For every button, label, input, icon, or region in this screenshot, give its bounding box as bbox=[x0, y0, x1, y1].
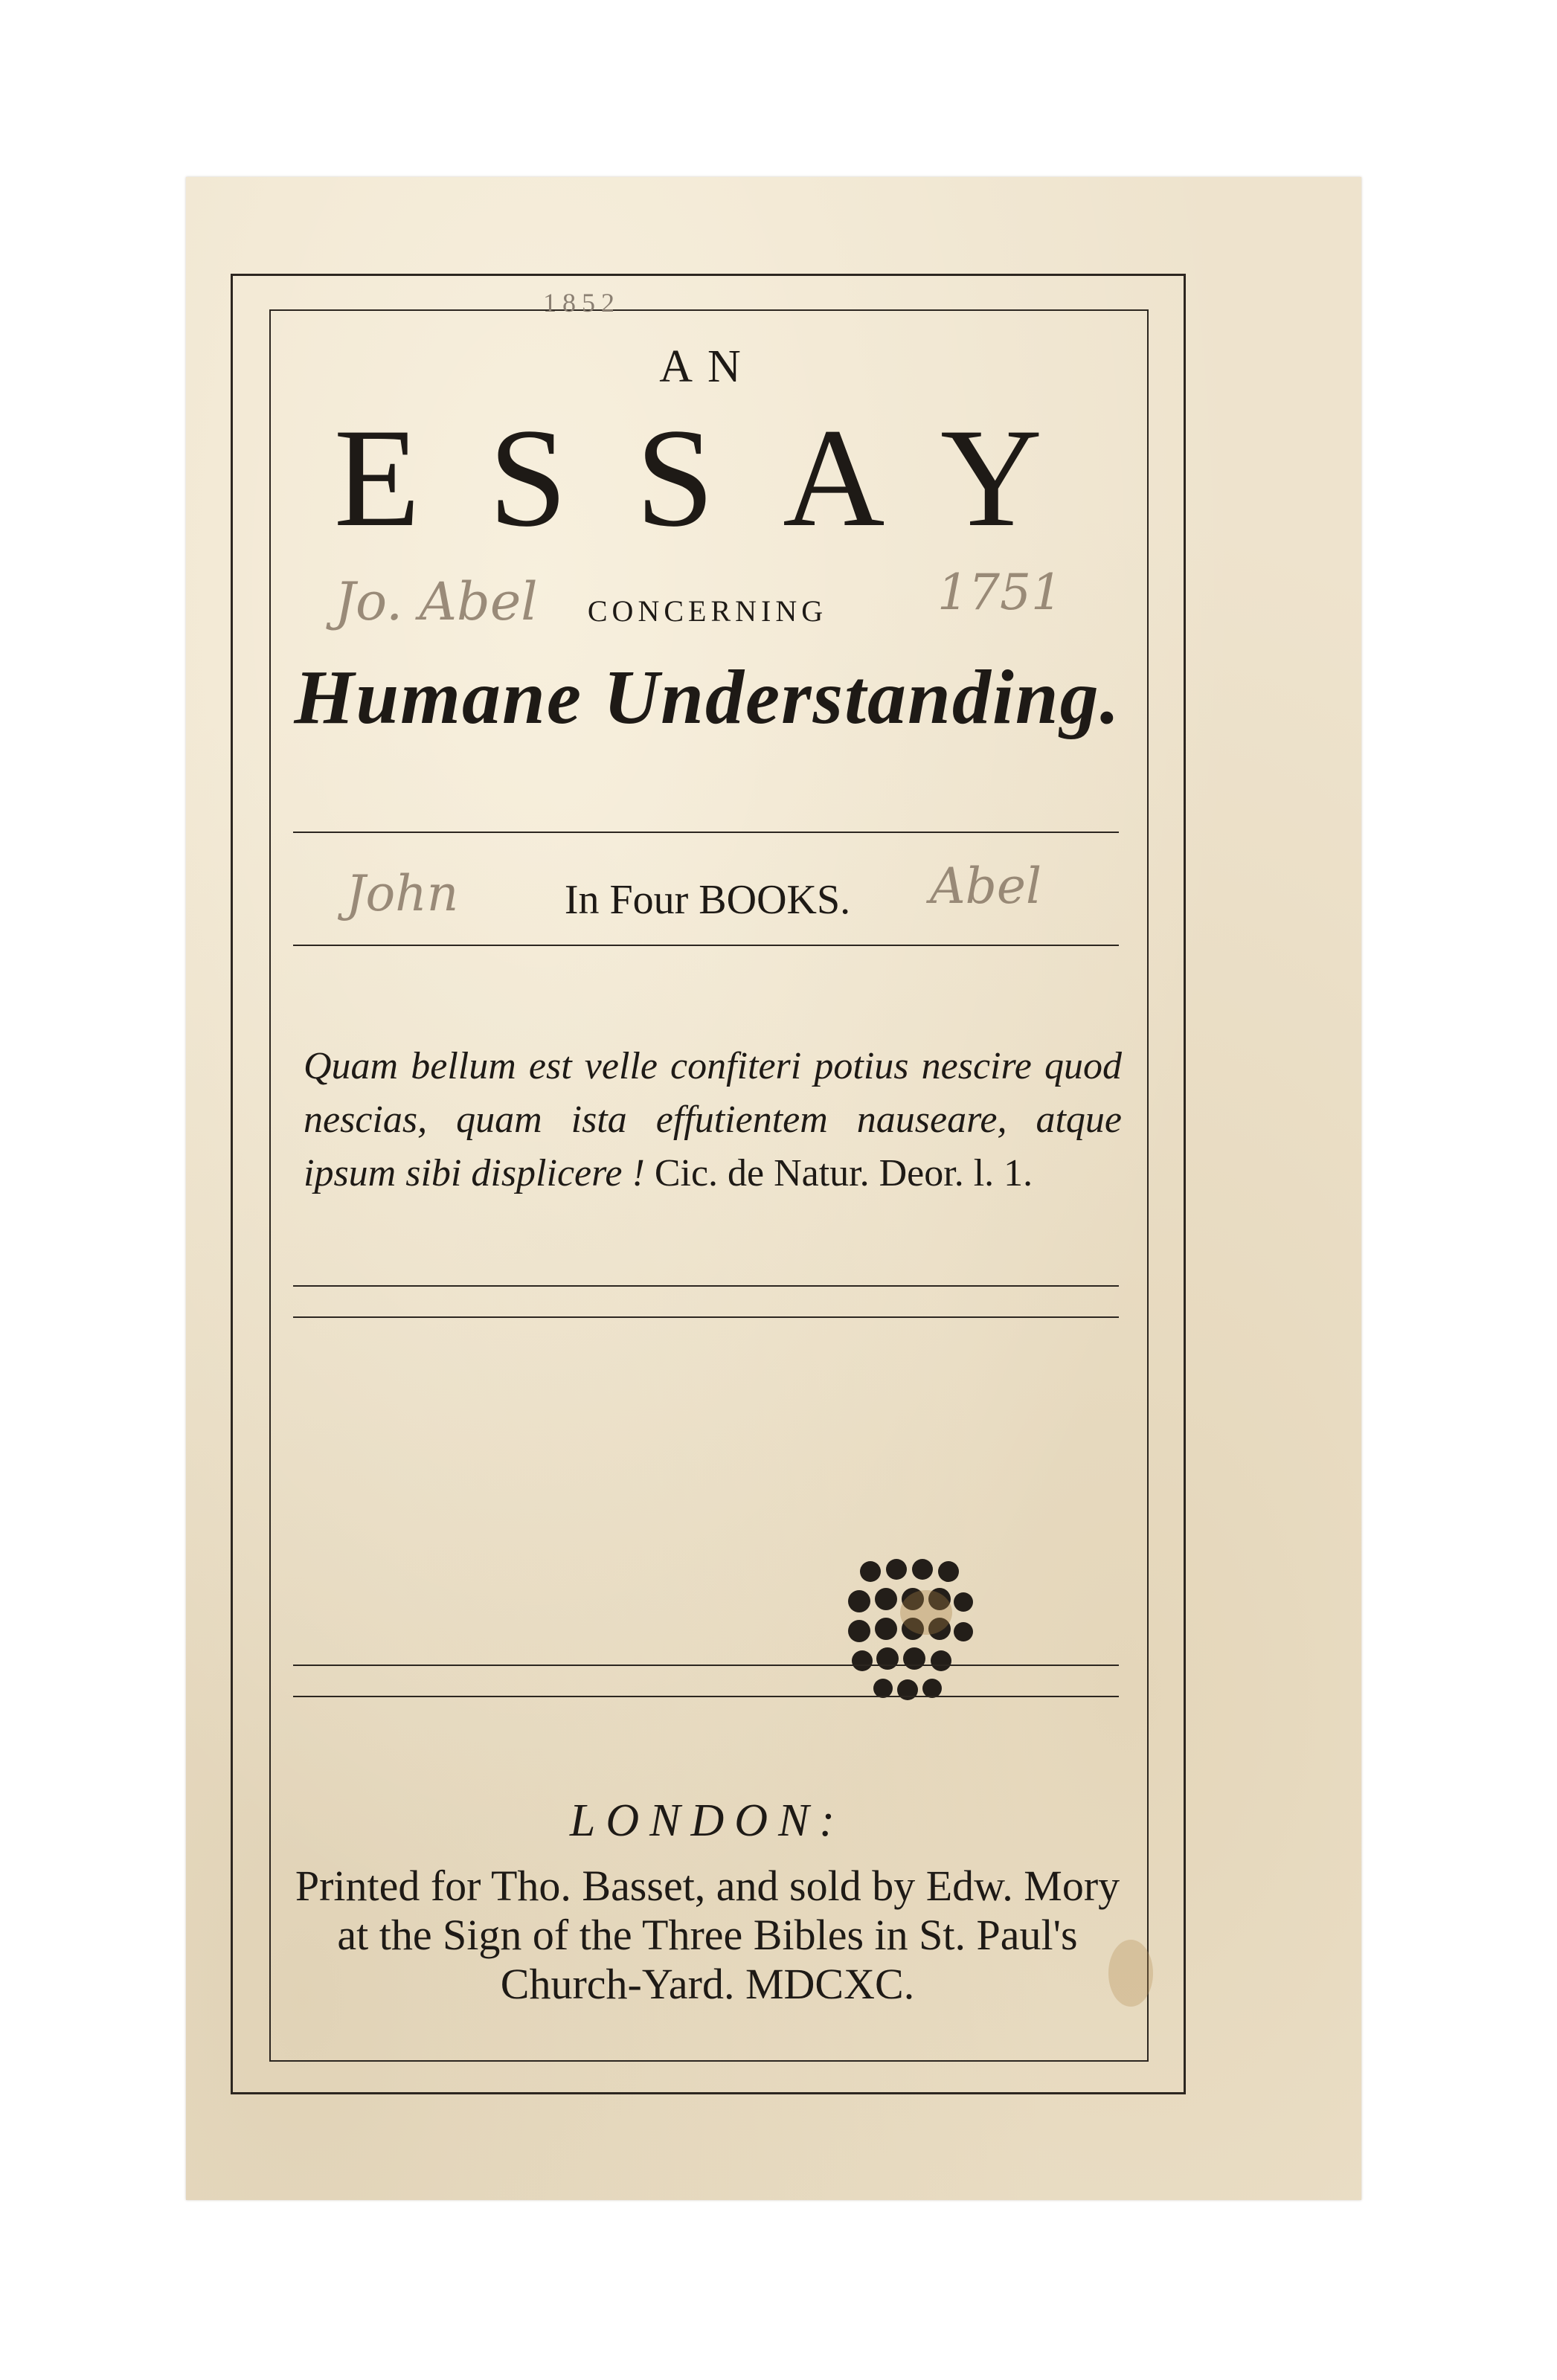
title-page bbox=[186, 177, 1361, 2200]
rule-3 bbox=[293, 1285, 1119, 1287]
imprint-line-1: Printed for Tho. Basset, and sold by Edw. Mory bbox=[295, 1862, 1120, 1910]
imprint-place: LONDON: bbox=[569, 1795, 846, 1846]
motto-latin: Quam bellum est velle confiteri potius nescire quod nescias, quam ista effutientem nauseare, atque ipsum sibi displicere ! bbox=[304, 1045, 1122, 1194]
handwriting-jo-abel: Jo. Abel bbox=[335, 571, 538, 632]
printers-ornament-icon bbox=[837, 1553, 978, 1713]
title-an: AN bbox=[659, 341, 756, 392]
title-concerning: CONCERNING bbox=[587, 594, 828, 628]
shelf-number: 1852 bbox=[543, 288, 620, 318]
rule-1 bbox=[293, 832, 1119, 833]
handwriting-abel: Abel bbox=[930, 858, 1042, 915]
imprint-line-2: at the Sign of the Three Bibles in St. Paul's bbox=[337, 1911, 1078, 1959]
title-essay: ESSAY bbox=[333, 400, 1111, 556]
rule-4 bbox=[293, 1316, 1119, 1318]
motto bbox=[304, 1040, 1122, 1200]
imprint-line-3: Church-Yard. MDCXC. bbox=[500, 1960, 915, 2008]
rule-2 bbox=[293, 945, 1119, 946]
motto-citation: Cic. de Natur. Deor. l. 1. bbox=[654, 1152, 1033, 1194]
imprint bbox=[269, 1862, 1146, 2009]
handwriting-john: John bbox=[346, 865, 459, 922]
handwriting-year: 1751 bbox=[937, 564, 1062, 621]
rule-6 bbox=[293, 1696, 1119, 1697]
foxing-stain bbox=[900, 1590, 952, 1635]
rule-5 bbox=[293, 1665, 1119, 1666]
books-line: In Four BOOKS. bbox=[564, 877, 851, 923]
title-subject: Humane Understanding. bbox=[294, 654, 1121, 740]
